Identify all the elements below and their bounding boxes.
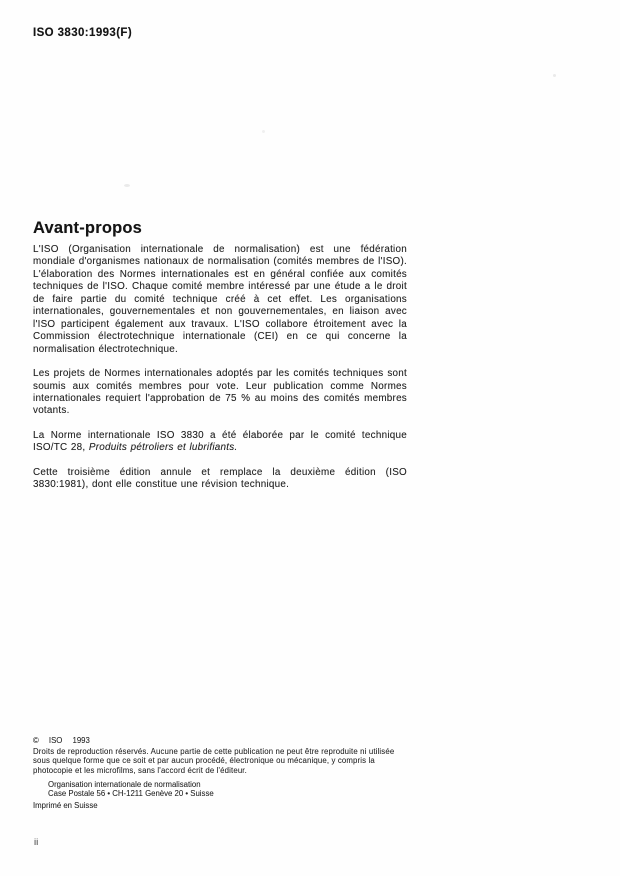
scan-artifact: [262, 130, 265, 133]
foreword-body: [33, 244, 407, 504]
foreword-paragraph-3: [33, 430, 407, 455]
foreword-paragraph-4: Cette troisième édition annule et remplace la deuxième édition (ISO 3830:1981), dont elle constitue une révision technique.: [33, 466, 407, 491]
scan-artifact: [553, 74, 556, 77]
copyright-footer: [33, 736, 397, 810]
copyright-notice: © ISO 1993: [33, 736, 90, 745]
scan-artifact: [124, 184, 130, 187]
publisher-address-block: [48, 780, 397, 798]
technical-committee-name: Produits pétroliers et lubrifiants.: [88, 442, 238, 454]
foreword-title: Avant-propos: [33, 219, 143, 238]
page-number: ii: [34, 837, 39, 848]
printed-in-notice: Imprimé en Suisse: [33, 801, 98, 811]
foreword-paragraph-2: Les projets de Normes internationales adoptés par les comités techniques sont soumis aux comités membres pour vote. Leur publication comme Normes internationales requiert l'approbation de 75 % au moins des comités membres votants.: [33, 368, 407, 417]
foreword-paragraph-3-text: La Norme internationale ISO 3830 a été élaborée par le comité technique ISO/TC 28,: [33, 429, 407, 454]
publisher-organization: Organisation internationale de normalisation: [48, 779, 201, 789]
publisher-address: Case Postale 56 • CH-1211 Genève 20 • Suisse: [48, 789, 214, 799]
foreword-paragraph-1: L'ISO (Organisation internationale de normalisation) est une fédération mondiale d'organismes nationaux de normalisation (comités membres de l'ISO). L'élaboration des Normes internationales est en général confiée aux comités techniques de l'ISO. Chaque comité membre intéressé par une étude a le droit de faire partie du comité technique créé à cet effet. Les organisations internationales, gouvernementales et non gouvernementales, en liaison avec l'ISO participent également aux travaux. L'ISO collabore étroitement avec la Commission électrotechnique internationale (CEI) en ce qui concerne la normalisation électrotechnique.: [33, 244, 407, 355]
document-reference: ISO 3830:1993(F): [33, 27, 133, 39]
reproduction-rights-text: Droits de reproduction réservés. Aucune partie de cette publication ne peut être reproduite ni utilisée sous quelque forme que ce soit et par aucun procédé, électronique ou mécanique, y compris la photocopie et les microfilms, sans l'accord écrit de l'éditeur.: [33, 747, 395, 775]
